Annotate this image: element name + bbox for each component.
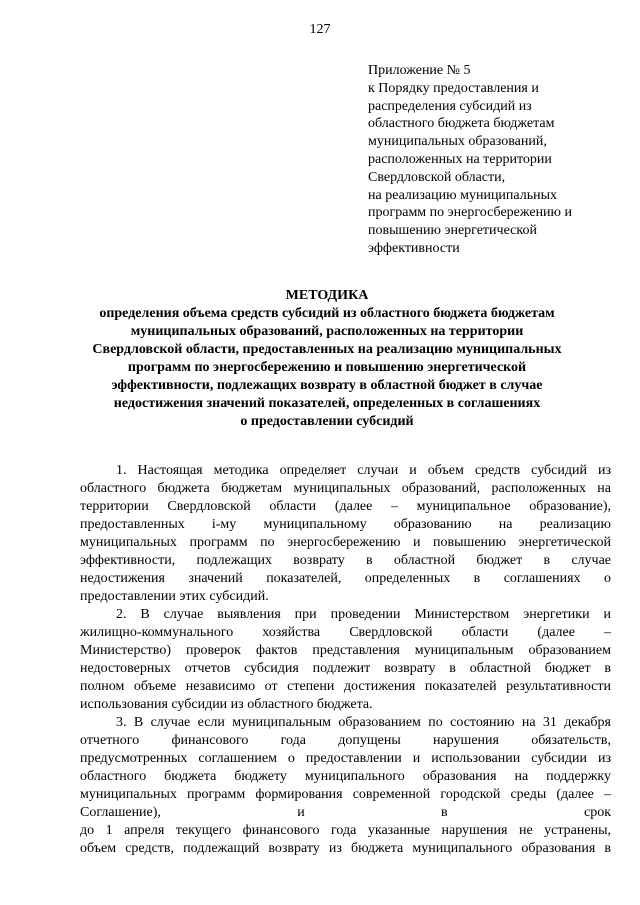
text-line: эффективности, подлежащих возврату в областной бюджет в случае: [80, 553, 611, 568]
title-line: программ по энергосбережению и повышению энергетической: [127, 360, 527, 375]
text-line: 2. В случае выявления при проведении Министерством энергетики и: [116, 607, 611, 622]
text-line: до 1 апреля текущего финансового года указанные нарушения не устранены,: [80, 823, 611, 838]
page-number: 127: [309, 22, 331, 37]
appendix-line: Приложение № 5: [368, 63, 471, 78]
text-line: муниципальных программ формирования современной городской среды (далее –: [80, 787, 611, 802]
text-line: использования субсидии из областного бюджета.: [80, 697, 373, 712]
appendix-line: эффективности: [368, 240, 460, 256]
document-title: [62, 287, 592, 431]
title-line: о предоставлении субсидий: [240, 414, 414, 429]
text-line: 1. Настоящая методика определяет случаи и объем средств субсидий из: [116, 463, 611, 478]
appendix-line: муниципальных образований,: [368, 134, 547, 150]
appendix-line: Свердловской области,: [368, 169, 506, 185]
appendix-line: на реализацию муниципальных: [368, 187, 558, 203]
paragraph-1: [80, 462, 611, 606]
text-line: 3. В случае если муниципальным образованием по состоянию на 31 декабря: [116, 715, 611, 730]
text-line: предоставлении этих субсидий.: [80, 589, 269, 604]
text-line: областного бюджета бюджету муниципального образования на поддержку: [80, 769, 611, 784]
text-line: недостоверных отчетов субсидия подлежит возврату в областной бюджет в: [80, 661, 611, 676]
document-body: [80, 462, 611, 858]
text-line: муниципальных программ по энергосбережению и повышению энергетической: [80, 535, 611, 550]
text-line: Министерство) проверок фактов представления муниципальным образованием: [80, 643, 611, 658]
title-heading: МЕТОДИКА: [285, 288, 369, 303]
text-line: полном объеме независимо от степени достижения показателей результативности: [80, 679, 611, 694]
title-line: определения объема средств субсидий из областного бюджета бюджетам: [99, 306, 555, 321]
text-line: предусмотренных соглашением о предоставлении и использовании субсидии из: [80, 751, 611, 766]
text-line: объем средств, подлежащий возврату из бюджета муниципального образования в: [80, 841, 611, 856]
title-line: эффективности, подлежащих возврату в областной бюджет в случае: [111, 378, 543, 393]
appendix-line: расположенных на территории: [368, 151, 552, 167]
title-line: муниципальных образований, расположенных на территории: [130, 324, 524, 339]
text-line: недостижения значений показателей, определенных в соглашениях о: [80, 571, 611, 586]
appendix-line: к Порядку предоставления и: [368, 80, 539, 96]
title-line: недостижения значений показателей, определенных в соглашениях: [113, 396, 541, 411]
appendix-line: повышению энергетической: [368, 223, 537, 239]
text-line: Соглашение), и в срок: [80, 805, 611, 820]
text-line: областного бюджета бюджетам муниципальных образований, расположенных на: [80, 481, 611, 496]
appendix-line: программ по энергосбережению и: [368, 205, 573, 221]
paragraph-3: [80, 714, 611, 858]
title-line: Свердловской области, предоставленных на реализацию муниципальных: [92, 342, 562, 357]
text-line: предоставленных i-му муниципальному образованию на реализацию: [80, 517, 611, 532]
appendix-note: [368, 62, 608, 258]
text-line: отчетного финансового года допущены нарушения обязательств,: [80, 733, 611, 748]
paragraph-2: [80, 606, 611, 714]
appendix-line: распределения субсидий из: [368, 98, 532, 114]
text-line: территории Свердловской области (далее – муниципальное образование),: [80, 499, 611, 514]
text-line: жилищно-коммунального хозяйства Свердловской области (далее –: [80, 625, 611, 640]
appendix-line: областного бюджета бюджетам: [368, 116, 555, 132]
